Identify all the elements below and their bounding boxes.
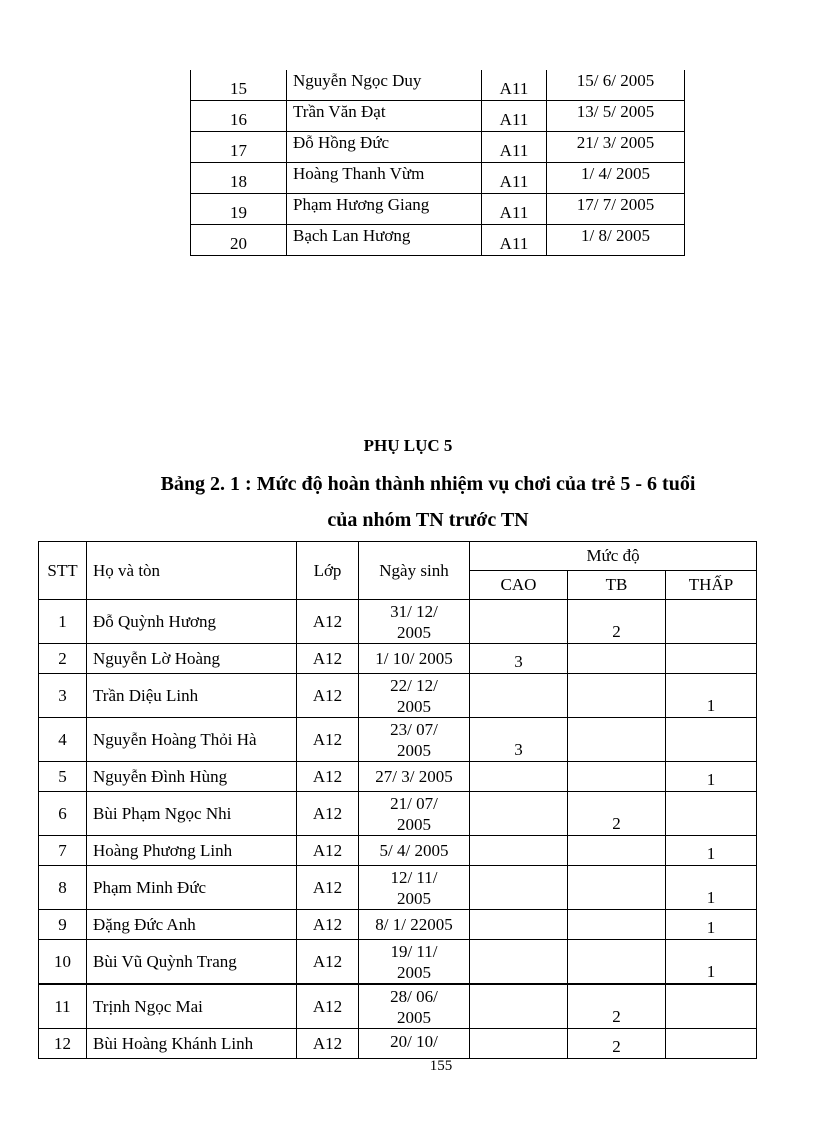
level-low: 1 — [666, 940, 757, 985]
table-row — [39, 762, 757, 792]
header-class: Lớp — [297, 542, 359, 600]
level-high — [470, 1029, 568, 1059]
class-name: A11 — [482, 132, 547, 163]
student-name: Hoàng Thanh Vừm — [287, 163, 482, 194]
student-name: Phạm Minh Đức — [87, 866, 297, 910]
dob-line-2: 2005 — [397, 888, 431, 908]
row-number: 15 — [191, 70, 287, 101]
student-name: Bùi Hoàng Khánh Linh — [87, 1029, 297, 1059]
class-name: A11 — [482, 101, 547, 132]
class-name: A12 — [297, 1029, 359, 1059]
level-low — [666, 644, 757, 674]
level-low: 1 — [666, 762, 757, 792]
header-dob: Ngày sinh — [359, 542, 470, 600]
dob-line-1: 22/ 12/ — [390, 675, 438, 695]
student-name: Bạch Lan Hương — [287, 225, 482, 256]
dob-line-2: 2005 — [397, 962, 431, 982]
date-of-birth: 21/ 3/ 2005 — [547, 132, 685, 163]
class-name: A12 — [297, 718, 359, 762]
table-row — [39, 836, 757, 866]
student-name: Nguyễn Lờ Hoàng — [87, 644, 297, 674]
student-name: Nguyễn Hoàng Thỏi Hà — [87, 718, 297, 762]
row-number: 20 — [191, 225, 287, 256]
student-name: Trịnh Ngọc Mai — [87, 984, 297, 1029]
level-medium: 2 — [568, 1029, 666, 1059]
row-stt: 12 — [39, 1029, 87, 1059]
date-of-birth: 1/ 10/ 2005 — [359, 644, 470, 674]
date-of-birth: 8/ 1/ 22005 — [359, 910, 470, 940]
level-low: 1 — [666, 836, 757, 866]
student-name: Trần Diệu Linh — [87, 674, 297, 718]
row-stt: 11 — [39, 984, 87, 1029]
table-row — [191, 163, 685, 194]
dob-line-1: 19/ 11/ — [390, 941, 438, 961]
date-of-birth — [359, 674, 470, 718]
table-row — [39, 940, 757, 985]
level-low: 1 — [666, 674, 757, 718]
table-row — [39, 674, 757, 718]
level-high — [470, 984, 568, 1029]
student-name: Hoàng Phương Linh — [87, 836, 297, 866]
header-low: THẤP — [666, 571, 757, 600]
table-caption-line-1: Bảng 2. 1 : Mức độ hoàn thành nhiệm vụ chơi của trẻ 5 - 6 tuổi — [160, 473, 696, 495]
student-name: Nguyễn Ngọc Duy — [287, 70, 482, 101]
date-of-birth: 20/ 10/ — [359, 1029, 470, 1059]
table-caption — [0, 466, 816, 538]
class-name: A12 — [297, 600, 359, 644]
level-medium — [568, 762, 666, 792]
level-low — [666, 984, 757, 1029]
dob-line-1: 28/ 06/ — [390, 986, 438, 1006]
level-low — [666, 600, 757, 644]
table-row — [39, 644, 757, 674]
header-medium: TB — [568, 571, 666, 600]
student-list-table — [190, 70, 685, 256]
class-name: A11 — [482, 163, 547, 194]
level-high — [470, 792, 568, 836]
row-stt: 4 — [39, 718, 87, 762]
level-high: 3 — [470, 718, 568, 762]
row-stt: 5 — [39, 762, 87, 792]
student-name: Đỗ Hồng Đức — [287, 132, 482, 163]
student-name: Bùi Phạm Ngọc Nhi — [87, 792, 297, 836]
date-of-birth: 1/ 4/ 2005 — [547, 163, 685, 194]
student-name: Nguyễn Đình Hùng — [87, 762, 297, 792]
table-row — [191, 70, 685, 101]
table-row — [39, 600, 757, 644]
level-medium — [568, 644, 666, 674]
level-medium: 2 — [568, 792, 666, 836]
row-stt: 3 — [39, 674, 87, 718]
level-medium — [568, 910, 666, 940]
appendix-title: PHỤ LỤC 5 — [363, 436, 453, 455]
class-name: A11 — [482, 194, 547, 225]
level-high — [470, 866, 568, 910]
date-of-birth: 13/ 5/ 2005 — [547, 101, 685, 132]
class-name: A12 — [297, 836, 359, 866]
level-medium — [568, 674, 666, 718]
level-medium — [568, 718, 666, 762]
level-medium: 2 — [568, 600, 666, 644]
dob-line-2: 2005 — [397, 1007, 431, 1027]
student-name: Đỗ Quỳnh Hương — [87, 600, 297, 644]
date-of-birth — [359, 866, 470, 910]
row-number: 17 — [191, 132, 287, 163]
row-stt: 6 — [39, 792, 87, 836]
row-stt: 7 — [39, 836, 87, 866]
date-of-birth: 15/ 6/ 2005 — [547, 70, 685, 101]
row-stt: 2 — [39, 644, 87, 674]
row-stt: 1 — [39, 600, 87, 644]
level-medium — [568, 866, 666, 910]
level-low — [666, 718, 757, 762]
class-name: A12 — [297, 910, 359, 940]
header-level: Mức độ — [470, 542, 757, 571]
level-low — [666, 792, 757, 836]
date-of-birth: 17/ 7/ 2005 — [547, 194, 685, 225]
header-stt: STT — [39, 542, 87, 600]
table-row — [191, 194, 685, 225]
level-high — [470, 910, 568, 940]
class-name: A12 — [297, 644, 359, 674]
table-row — [191, 132, 685, 163]
student-name: Bùi Vũ Quỳnh Trang — [87, 940, 297, 985]
table-row — [39, 718, 757, 762]
level-high — [470, 940, 568, 985]
class-name: A11 — [482, 70, 547, 101]
results-table — [38, 541, 757, 1059]
row-stt: 9 — [39, 910, 87, 940]
date-of-birth — [359, 940, 470, 985]
level-medium — [568, 940, 666, 985]
date-of-birth — [359, 600, 470, 644]
level-low: 1 — [666, 910, 757, 940]
row-number: 16 — [191, 101, 287, 132]
class-name: A12 — [297, 984, 359, 1029]
table-row — [191, 101, 685, 132]
class-name: A12 — [297, 940, 359, 985]
date-of-birth — [359, 718, 470, 762]
row-stt: 10 — [39, 940, 87, 985]
row-stt: 8 — [39, 866, 87, 910]
dob-line-1: 12/ 11/ — [390, 867, 438, 887]
level-high — [470, 600, 568, 644]
class-name: A12 — [297, 674, 359, 718]
level-medium — [568, 836, 666, 866]
date-of-birth: 5/ 4/ 2005 — [359, 836, 470, 866]
date-of-birth: 1/ 8/ 2005 — [547, 225, 685, 256]
date-of-birth — [359, 792, 470, 836]
class-name: A12 — [297, 792, 359, 836]
table-row — [39, 984, 757, 1029]
dob-line-2: 2005 — [397, 622, 431, 642]
class-name: A12 — [297, 866, 359, 910]
student-name: Phạm Hương Giang — [287, 194, 482, 225]
level-high — [470, 836, 568, 866]
dob-line-1: 23/ 07/ — [390, 719, 438, 739]
table-row — [39, 1029, 757, 1059]
dob-line-2: 2005 — [397, 696, 431, 716]
date-of-birth — [359, 984, 470, 1029]
dob-line-2: 2005 — [397, 740, 431, 760]
table-row — [39, 910, 757, 940]
level-high — [470, 762, 568, 792]
table-row — [191, 225, 685, 256]
student-name: Trần Văn Đạt — [287, 101, 482, 132]
page-number: 155 — [429, 1058, 453, 1074]
dob-line-2: 2005 — [397, 814, 431, 834]
date-of-birth: 27/ 3/ 2005 — [359, 762, 470, 792]
row-number: 18 — [191, 163, 287, 194]
level-low: 1 — [666, 866, 757, 910]
level-high — [470, 674, 568, 718]
header-name: Họ và tòn — [87, 542, 297, 600]
table-caption-line-2: của nhóm TN trước TN — [327, 509, 529, 531]
dob-line-1: 31/ 12/ — [390, 601, 438, 621]
class-name: A12 — [297, 762, 359, 792]
student-name: Đặng Đức Anh — [87, 910, 297, 940]
level-medium: 2 — [568, 984, 666, 1029]
row-number: 19 — [191, 194, 287, 225]
table-row — [39, 866, 757, 910]
class-name: A11 — [482, 225, 547, 256]
level-low — [666, 1029, 757, 1059]
level-high: 3 — [470, 644, 568, 674]
table-row — [39, 792, 757, 836]
dob-line-1: 21/ 07/ — [390, 793, 438, 813]
header-high: CAO — [470, 571, 568, 600]
